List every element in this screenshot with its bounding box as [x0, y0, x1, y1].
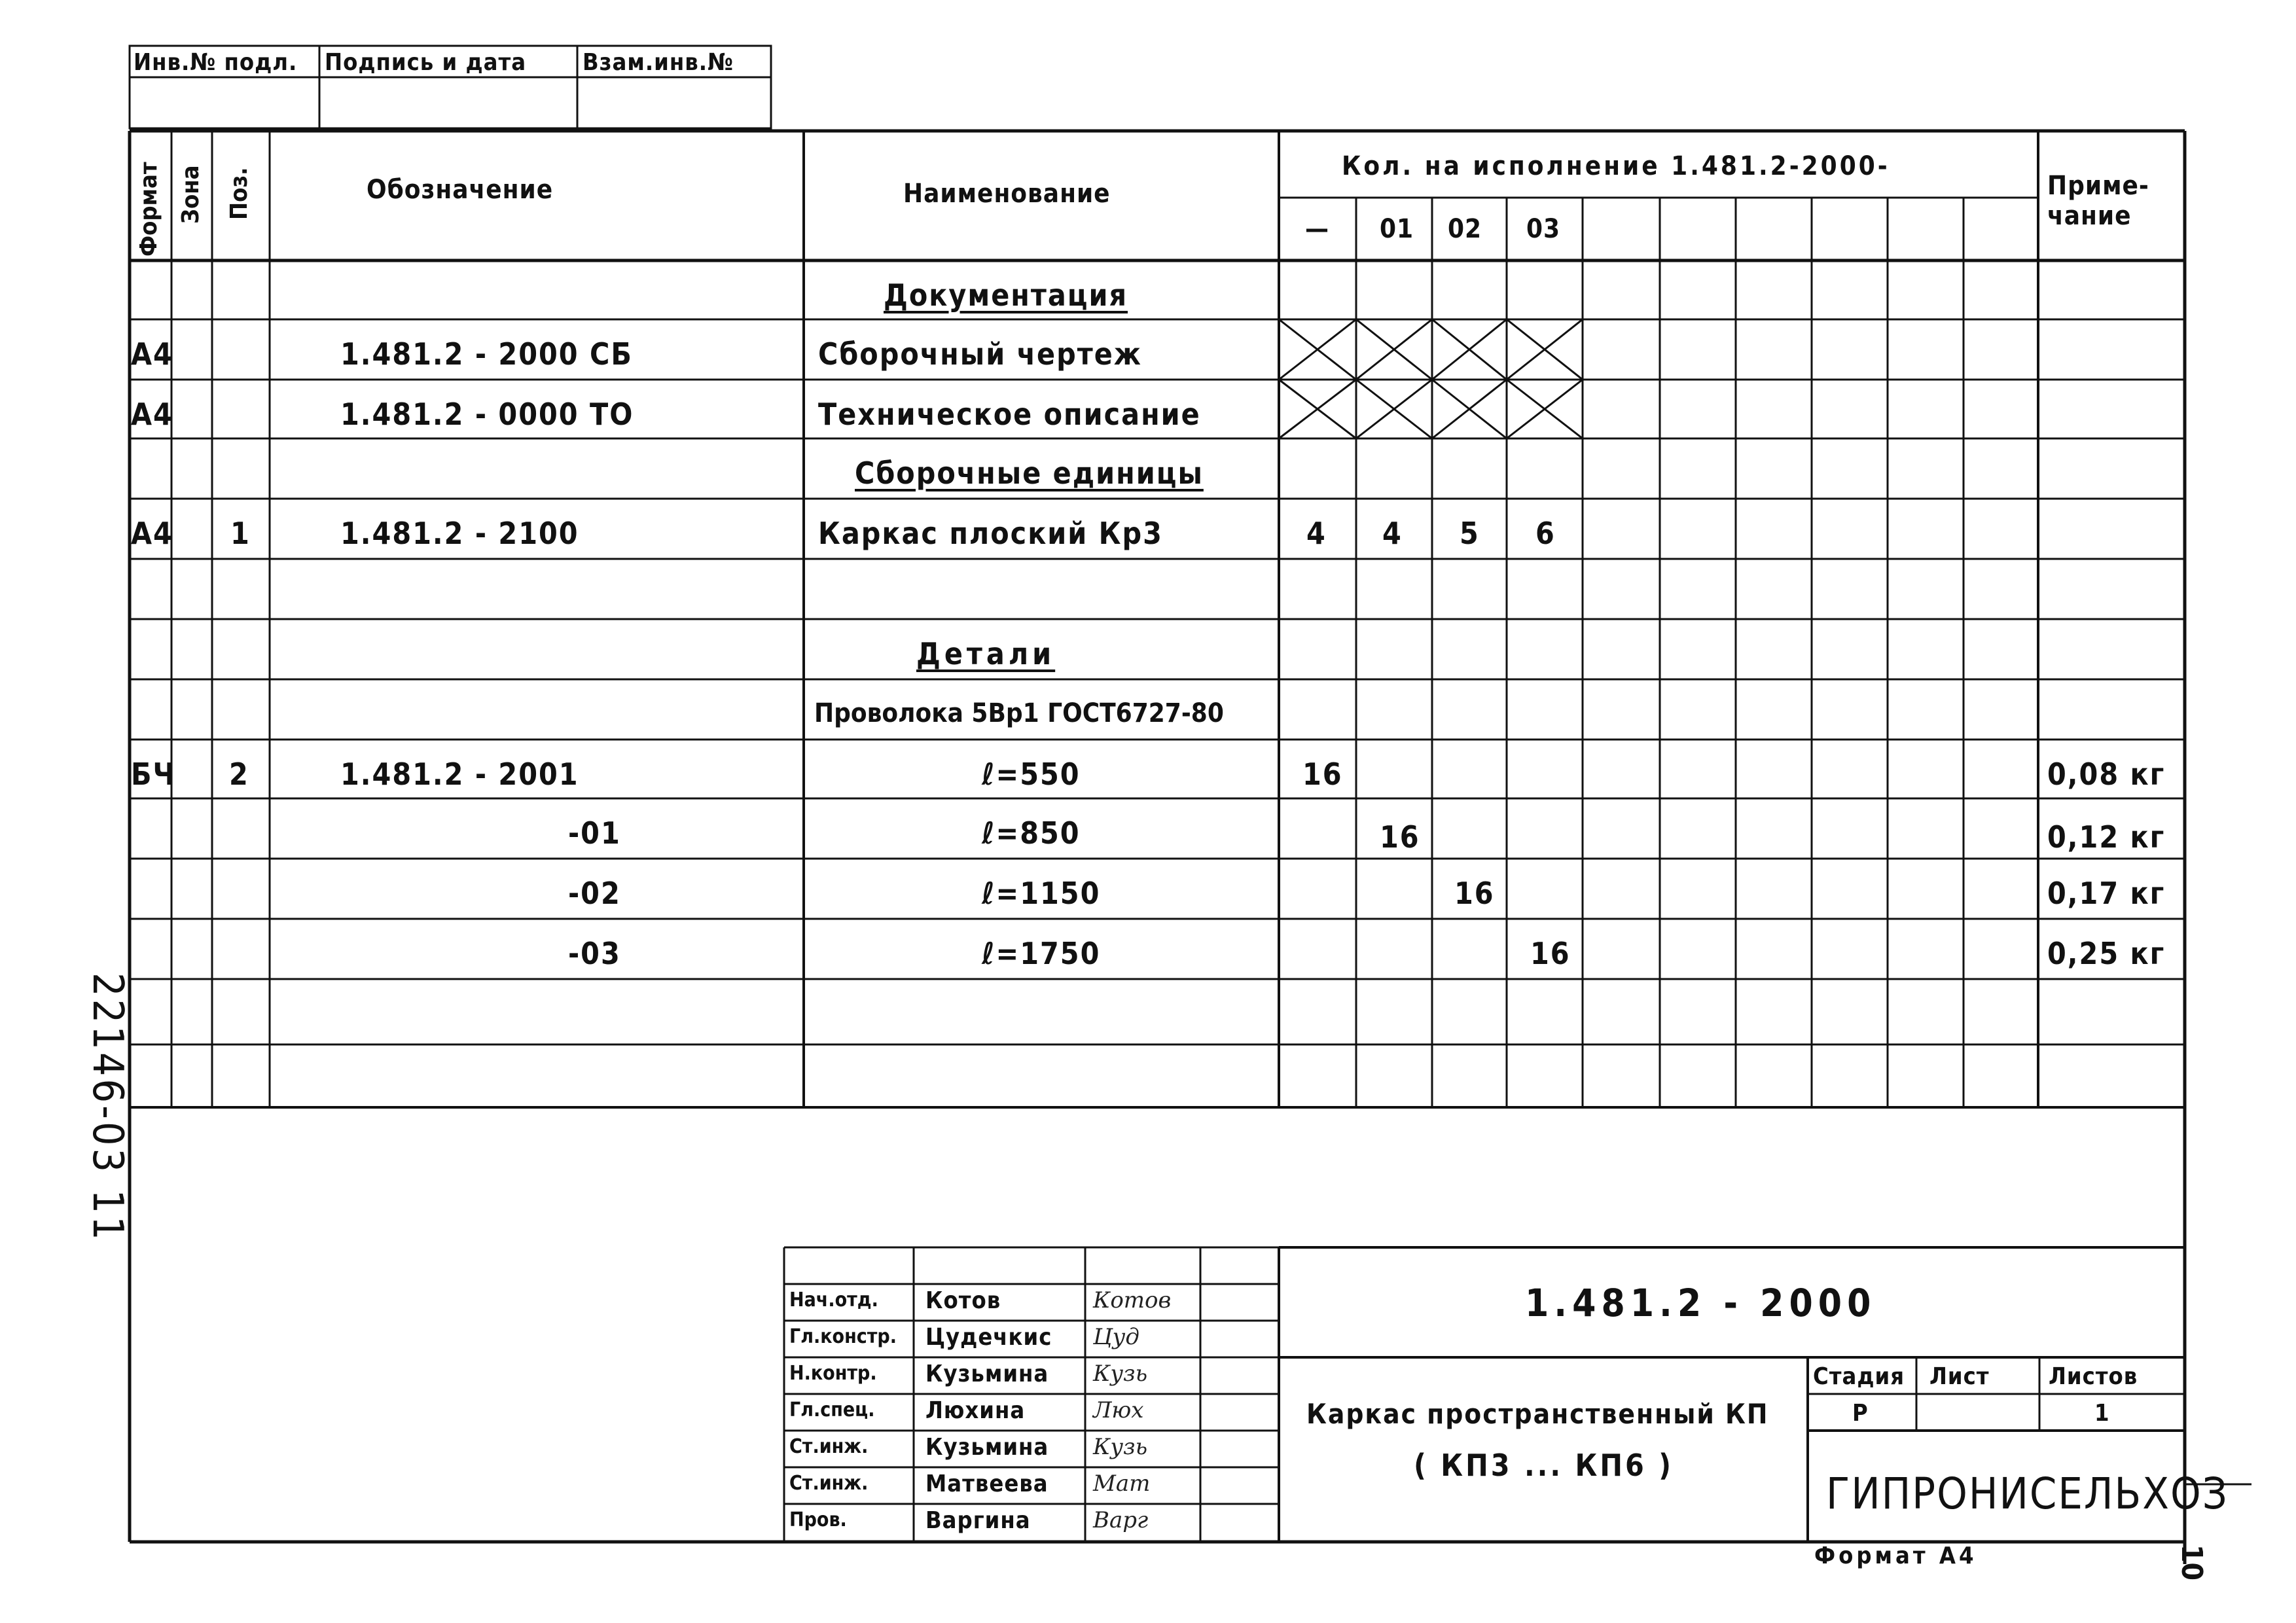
row-oboznachenie: -02 [568, 876, 621, 911]
tb-role: Нач.отд. [789, 1289, 878, 1311]
row-qty: 16 [1454, 876, 1495, 911]
tb-signature: Кузь [1093, 1434, 1148, 1460]
tb-role: Пров. [789, 1508, 847, 1531]
section-title: Документация [884, 277, 1128, 313]
exec-col-3: 03 [1526, 214, 1561, 244]
listov-label: Листов [2049, 1363, 2138, 1390]
row-naimenovanie: Каркас плоский Кр3 [818, 516, 1163, 551]
row-qty: 4 [1306, 516, 1327, 551]
side-inventory-number: 22146-03 11 [83, 972, 132, 1243]
tb-role: Н.контр. [789, 1362, 877, 1385]
doc-title-line2: ( КП3 ... КП6 ) [1414, 1448, 1674, 1483]
row-poz: 1 [230, 516, 251, 551]
row-poz: 2 [229, 757, 249, 792]
row-oboznachenie: 1.481.2 - 2100 [340, 516, 579, 551]
row-format: А4 [131, 516, 173, 551]
exec-col-1: 01 [1380, 214, 1414, 244]
tb-role: Гл.констр. [789, 1325, 897, 1348]
tb-name: Кузьмина [925, 1434, 1049, 1461]
tb-name: Цудечкис [925, 1324, 1052, 1351]
stadiya-value: Р [1852, 1400, 1869, 1427]
section-title: Сборочные единицы [855, 455, 1204, 491]
tb-signature: Мат [1093, 1471, 1151, 1497]
row-oboznachenie: 1.481.2 - 0000 ТО [340, 397, 634, 432]
row-primechanie: 0,25 кг [2047, 936, 2166, 971]
header-oboznachenie: Обозначение [367, 175, 554, 205]
row-primechanie: 0,17 кг [2047, 876, 2166, 911]
listov-value: 1 [2094, 1400, 2110, 1427]
row-naimenovanie: ℓ=550 [982, 757, 1081, 792]
tb-name: Люхина [925, 1397, 1026, 1424]
tb-signature: Котов [1093, 1287, 1172, 1313]
tb-signature: Кузь [1093, 1361, 1148, 1387]
exec-col-0: — [1305, 214, 1329, 244]
doc-number: 1.481.2 - 2000 [1525, 1281, 1876, 1325]
tb-name: Котов [925, 1287, 1001, 1314]
tb-role: Ст.инж. [789, 1472, 869, 1495]
header-primechanie-2: чание [2047, 201, 2132, 231]
tb-role: Ст.инж. [789, 1435, 869, 1458]
row-oboznachenie: 1.481.2 - 2000 СБ [340, 336, 633, 372]
tb-name: Варгина [925, 1507, 1031, 1534]
row-oboznachenie: 1.481.2 - 2001 [340, 757, 579, 792]
row-format: А4 [131, 336, 173, 372]
stamp-podpis-data: Подпись и дата [325, 49, 527, 76]
row-naimenovanie: Проволока 5Вр1 ГОСТ6727-80 [814, 698, 1224, 728]
stamp-vzam-inv: Взам.инв.№ [583, 49, 734, 76]
exec-col-2: 02 [1448, 214, 1482, 244]
tb-role: Гл.спец. [789, 1399, 875, 1421]
tb-name: Кузьмина [925, 1361, 1049, 1387]
header-format: Формат [135, 162, 162, 257]
row-primechanie: 0,12 кг [2047, 819, 2166, 855]
header-naimenovanie: Наименование [903, 179, 1111, 209]
row-qty: 16 [1302, 757, 1343, 792]
row-format: А4 [131, 397, 173, 432]
header-poz: Поз. [226, 167, 253, 220]
row-naimenovanie: ℓ=1150 [982, 876, 1101, 911]
list-label: Лист [1929, 1363, 1990, 1390]
row-qty: 16 [1380, 819, 1420, 855]
row-naimenovanie: Сборочный чертеж [818, 336, 1142, 372]
row-qty: 5 [1460, 516, 1480, 551]
header-kol: Кол. на исполнение 1.481.2-2000- [1342, 151, 1890, 181]
row-qty: 6 [1535, 516, 1556, 551]
row-qty: 4 [1382, 516, 1403, 551]
tb-signature: Люх [1093, 1397, 1144, 1423]
section-title: Детали [916, 636, 1056, 671]
row-primechanie: 0,08 кг [2047, 757, 2166, 792]
row-naimenovanie: ℓ=1750 [982, 936, 1101, 971]
stadiya-label: Стадия [1813, 1363, 1905, 1390]
tb-name: Матвеева [925, 1471, 1049, 1497]
row-qty: 16 [1530, 936, 1571, 971]
organization: ГИПРОНИСЕЛЬХОЗ [1826, 1469, 2229, 1519]
row-oboznachenie: -03 [568, 936, 621, 971]
header-primechanie-1: Приме- [2047, 171, 2149, 201]
sheet-format: Формат А4 [1814, 1543, 1977, 1569]
row-format: БЧ [131, 757, 176, 792]
tb-signature: Варг [1093, 1507, 1149, 1533]
page-number: 10 [2175, 1544, 2208, 1581]
header-zona: Зона [177, 165, 204, 224]
tb-signature: Цуд [1093, 1324, 1139, 1350]
stamp-inv-podl: Инв.№ подл. [134, 49, 298, 76]
row-oboznachenie: -01 [568, 815, 621, 851]
row-naimenovanie: ℓ=850 [982, 815, 1081, 851]
doc-title-line1: Каркас пространственный КП [1306, 1398, 1769, 1430]
row-naimenovanie: Техническое описание [818, 397, 1201, 432]
